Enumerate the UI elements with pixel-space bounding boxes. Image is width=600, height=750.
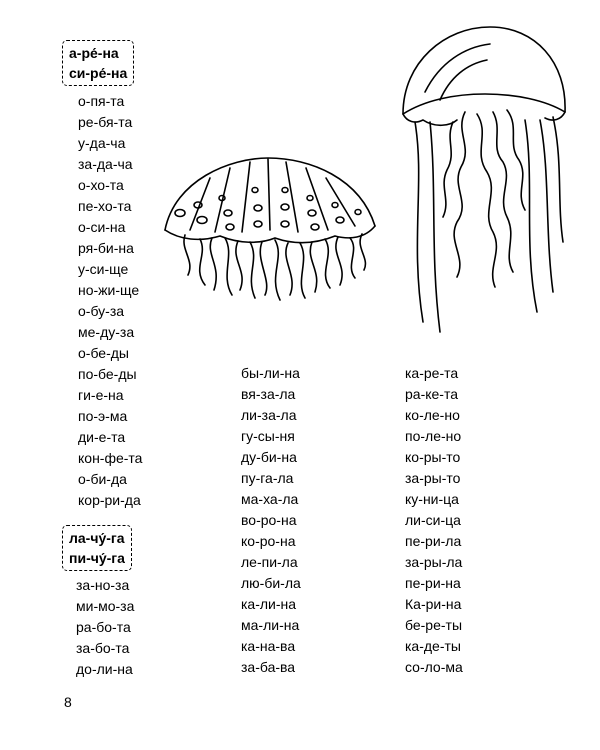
word: лю-би-ла (241, 575, 301, 591)
word: ли-за-ла (241, 407, 297, 423)
word: о-бу-за (78, 303, 125, 319)
word: по-э-ма (78, 408, 128, 424)
word: до-ли-на (76, 661, 133, 677)
word: ма-ли-на (241, 617, 300, 633)
word: ко-ле-но (405, 407, 460, 423)
word: у-да-ча (78, 135, 126, 151)
word: кон-фе-та (78, 450, 143, 466)
box1-word-1: а-ре́-на (69, 45, 119, 61)
page-number: 8 (64, 694, 72, 710)
word: ка-ре-та (405, 365, 459, 381)
word: пе-ри-ла (405, 533, 462, 549)
word: за-бо-та (76, 640, 130, 656)
box2-word-2: пи-чу́-га (69, 550, 125, 566)
word: у-си-ще (78, 261, 129, 277)
word: ка-де-ты (405, 638, 461, 654)
word: Ка-ри-на (405, 596, 462, 612)
word: ди-е-та (78, 429, 126, 445)
word: по-ле-но (405, 428, 462, 444)
word: ка-ли-на (241, 596, 297, 612)
word: бы-ли-на (241, 365, 300, 381)
jellyfish-tall-icon (395, 22, 575, 342)
word: ле-пи-ла (241, 554, 298, 570)
box1-word-2: си-ре́-на (69, 65, 128, 81)
word: но-жи-ще (78, 282, 140, 298)
word: гу-сы-ня (241, 428, 295, 444)
word: ка-на-ва (241, 638, 296, 654)
word: со-ло-ма (405, 659, 463, 675)
word: ли-си-ца (405, 512, 461, 528)
word: о-си-на (78, 219, 126, 235)
word: пу-га-ла (241, 470, 294, 486)
word: бе-ре-ты (405, 617, 463, 633)
word: за-да-ча (78, 156, 133, 172)
word: о-би-да (78, 471, 127, 487)
word: по-бе-ды (78, 366, 137, 382)
word: за-ры-то (405, 470, 461, 486)
word: ра-бо-та (76, 619, 131, 635)
word: о-хо-та (78, 177, 124, 193)
word: кор-ри-да (78, 492, 141, 508)
word: ги-е-на (78, 387, 124, 403)
word: ма-ха-ла (241, 491, 299, 507)
stress-box-2 (62, 525, 132, 571)
word: за-но-за (76, 577, 130, 593)
word: ме-ду-за (78, 324, 135, 340)
word: пе-ри-на (405, 575, 461, 591)
word: ко-ро-на (241, 533, 296, 549)
word: о-бе-ды (78, 345, 129, 361)
word: вя-за-ла (241, 386, 296, 402)
word: за-ры-ла (405, 554, 463, 570)
word: ря-би-на (78, 240, 134, 256)
word: пе-хо-та (78, 198, 132, 214)
word: ко-ры-то (405, 449, 461, 465)
word: ра-ке-та (405, 386, 459, 402)
word: ку-ни-ца (405, 491, 459, 507)
word: за-ба-ва (241, 659, 296, 675)
word: ре-бя-та (78, 114, 133, 130)
word: ми-мо-за (76, 598, 135, 614)
word: ду-би-на (241, 449, 297, 465)
jellyfish-wide-icon (150, 150, 390, 310)
box2-word-1: ла-чу́-га (69, 530, 125, 546)
stress-box-1 (62, 40, 134, 86)
word: во-ро-на (241, 512, 297, 528)
word: о-пя-та (78, 93, 125, 109)
